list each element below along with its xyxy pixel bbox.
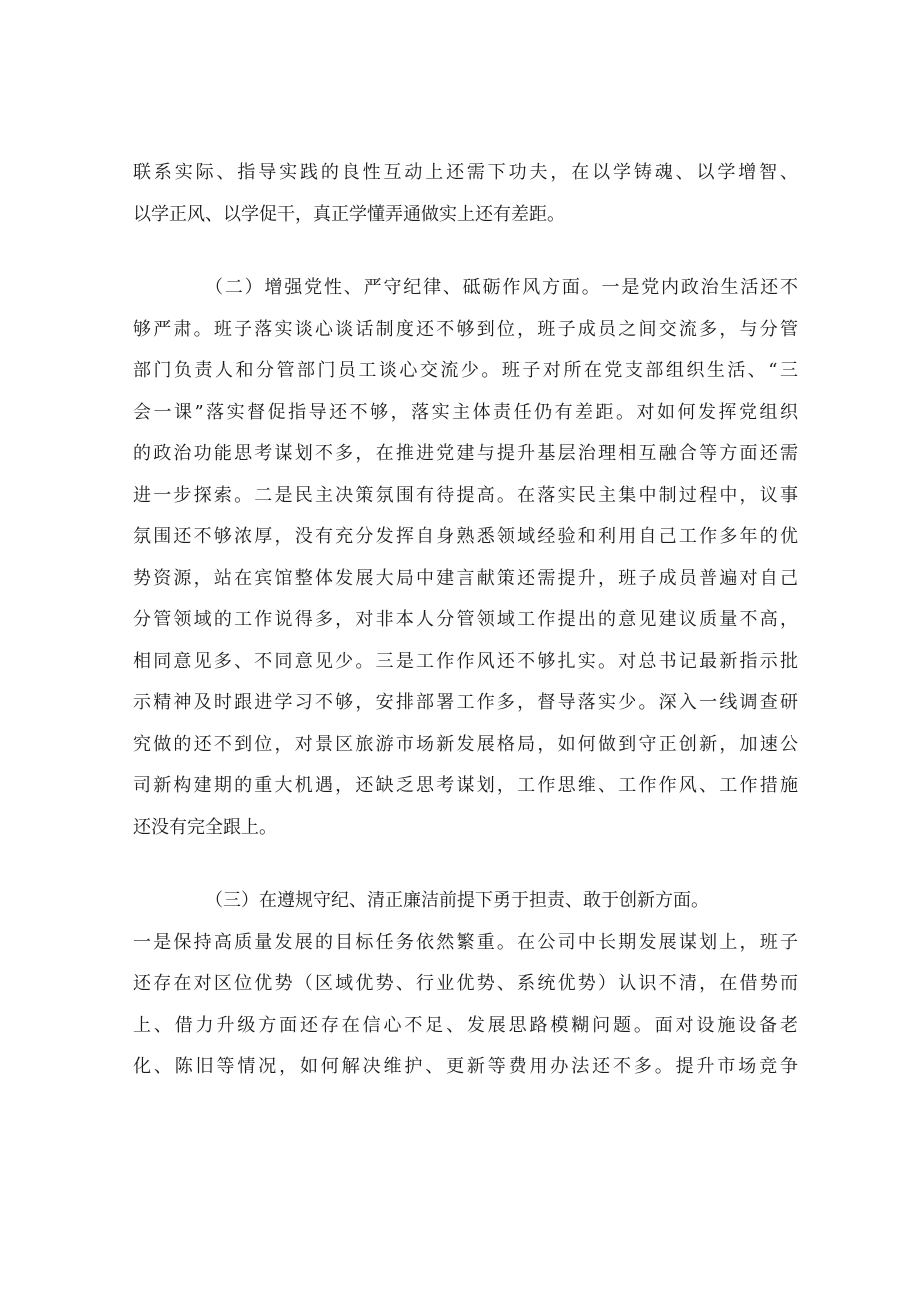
text-line: 的政治功能思考谋划不多，在推进党建与提升基层治理相互融合等方面还需 [133,443,798,464]
text-line: 一是保持高质量发展的目标任务依然繁重。在公司中长期发展谋划上，班子 [133,931,798,953]
text-line: 还没有完全跟上。 [133,816,277,838]
paragraph-2 [133,267,798,848]
text-line: （三）在遵规守纪、清正廉洁前提下勇于担责、敢于创新方面。 [205,890,709,911]
text-line: 示精神及时跟进学习不够，安排部署工作多，督导落实少。深入一线调查研 [133,692,798,713]
text-line: 究做的还不到位，对景区旅游市场新发展格局，如何做到守正创新，加速公 [133,733,798,755]
text-line: 上、借力升级方面还存在信心不足、发展思路模糊问题。面对设施设备老 [133,1014,798,1036]
text-line: 势资源，站在宾馆整体发展大局中建言献策还需提升，班子成员普遍对自己 [133,567,798,589]
text-line: 联系实际、指导实践的良性互动上还需下功夫，在以学铸魂、以学增智、 [133,162,798,183]
paragraph-3 [133,880,798,1088]
paragraph-1 [133,152,798,235]
text-line: 进一步探索。二是民主决策氛围有待提高。在落实民主集中制过程中，议事 [133,484,798,506]
text-line: 氛围还不够浓厚，没有充分发挥自身熟悉领域经验和利用自己工作多年的优 [133,526,798,547]
text-line: 部门负责人和分管部门员工谈心交流少。班子对所在党支部组织生活、“三 [133,360,798,381]
text-line: 司新构建期的重大机遇，还缺乏思考谋划，工作思维、工作作风、工作措施 [133,775,798,796]
text-line: 化、陈旧等情况，如何解决维护、更新等费用办法还不多。提升市场竞争 [133,1056,798,1077]
paragraph-gap [133,848,798,880]
text-line: 够严肃。班子落实谈心谈话制度还不够到位，班子成员之间交流多，与分管 [133,318,798,340]
text-line: 会一课”落实督促指导还不够，落实主体责任仍有差距。对如何发挥党组织 [133,401,798,423]
document-body [133,152,798,1088]
text-line: 还存在对区位优势（区域优势、行业优势、系统优势）认识不清，在借势而 [133,973,798,994]
text-line: 分管领域的工作说得多，对非本人分管领域工作提出的意见建议质量不高， [133,609,798,630]
paragraph-gap [133,235,798,267]
text-line: 相同意见多、不同意见少。三是工作作风还不够扎实。对总书记最新指示批 [133,650,798,672]
text-line: 以学正风、以学促干，真正学懂弄通做实上还有差距。 [133,203,565,225]
text-line: （二）增强党性、严守纪律、砥砺作风方面。一是党内政治生活还不 [205,277,798,298]
